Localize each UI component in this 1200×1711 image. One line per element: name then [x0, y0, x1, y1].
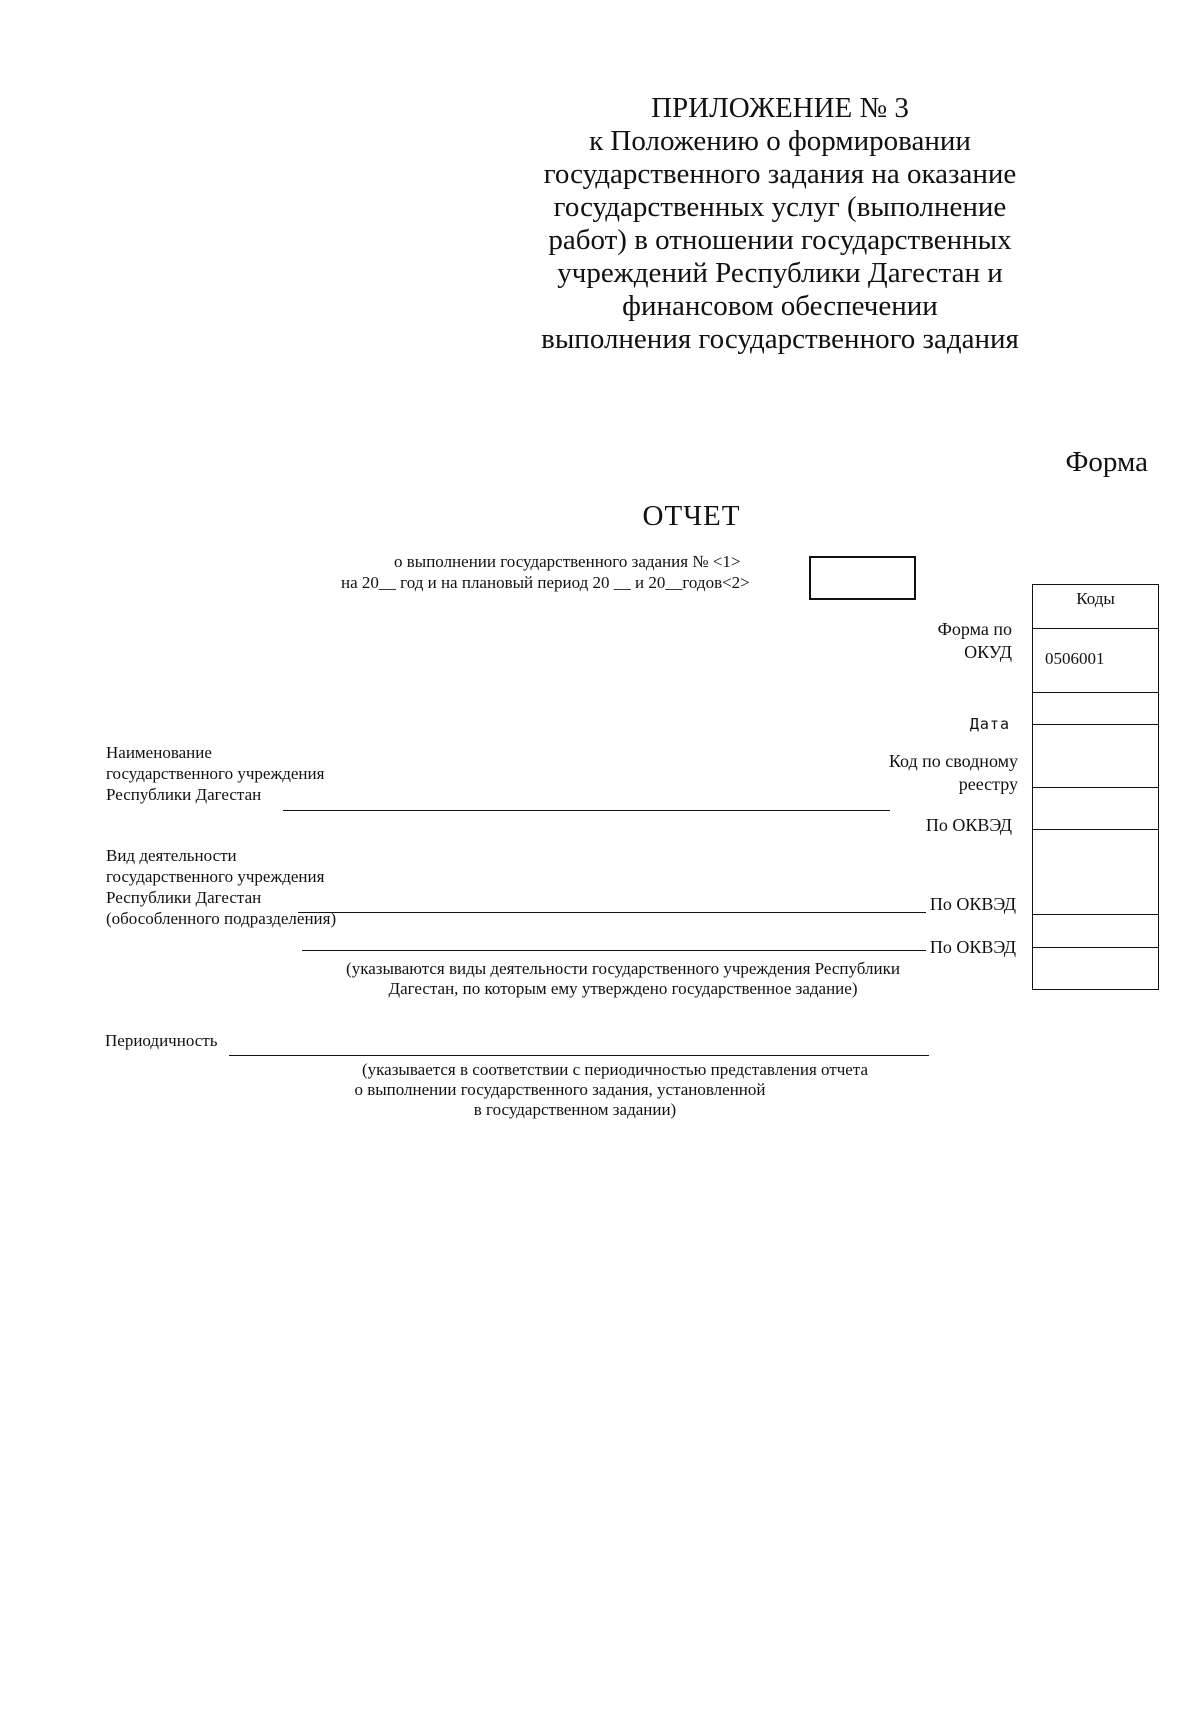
okved-cell-4[interactable] — [1033, 948, 1158, 990]
registry-cell[interactable] — [1033, 725, 1158, 788]
okved-label-3: По ОКВЭД — [929, 937, 1016, 957]
appendix-line: работ) в отношении государственных — [548, 224, 1012, 256]
activity-field-1[interactable] — [298, 912, 926, 913]
date-label: Дата — [969, 715, 1010, 733]
subtitle-line-1: о выполнении государственного задания № <1> — [394, 552, 741, 571]
date-cell[interactable] — [1033, 693, 1158, 725]
registry-label: Код по сводному реестру — [888, 751, 1018, 794]
periodicity-label: Периодичность — [105, 1031, 218, 1050]
okud-code-cell[interactable]: 0506001 — [1033, 629, 1158, 693]
activity-field-2[interactable] — [302, 950, 926, 951]
appendix-line: ПРИЛОЖЕНИЕ № 3 — [651, 92, 909, 124]
activity-label: Вид деятельности государственного учреждения Республики Дагестан (обособленного подразделения) — [106, 846, 337, 928]
okved-cell-2[interactable] — [1033, 830, 1158, 915]
form-label: Форма — [1065, 446, 1148, 478]
appendix-line: государственного задания на оказание — [543, 158, 1017, 190]
okved-label-2: По ОКВЭД — [929, 894, 1016, 914]
appendix-header — [520, 92, 1040, 356]
okved-cell-1[interactable] — [1033, 788, 1158, 830]
appendix-line: государственных услуг (выполнение — [553, 191, 1007, 223]
task-number-box[interactable] — [809, 556, 916, 600]
institution-name-field[interactable] — [283, 810, 890, 811]
report-title: ОТЧЕТ — [642, 500, 741, 532]
appendix-line: выполнения государственного задания — [541, 323, 1019, 355]
activity-note: (указываются виды деятельности государственного учреждения Республики Дагестан, по которым ему утверждено государственное задание) — [346, 959, 900, 998]
okved-cell-3[interactable] — [1033, 915, 1158, 948]
subtitle-line-2: на 20__ год и на плановый период 20 __ и 20__годов<2> — [341, 573, 750, 592]
appendix-line: финансовом обеспечении — [622, 290, 938, 322]
codes-header: Коды — [1033, 585, 1158, 629]
appendix-line: учреждений Республики Дагестан и — [557, 257, 1003, 289]
institution-name-label: Наименование государственного учреждения Республики Дагестан — [106, 743, 325, 804]
okved-label-1: По ОКВЭД — [925, 815, 1012, 835]
okud-label: Форма по ОКУД — [937, 619, 1012, 662]
codes-table — [1032, 584, 1159, 990]
periodicity-field[interactable] — [229, 1055, 929, 1056]
periodicity-note: (указывается в соответствии с периодичностью представления отчета о выполнении государственного задания, установленной в государственном задании) — [354, 1060, 868, 1119]
appendix-line: к Положению о формировании — [589, 125, 971, 157]
